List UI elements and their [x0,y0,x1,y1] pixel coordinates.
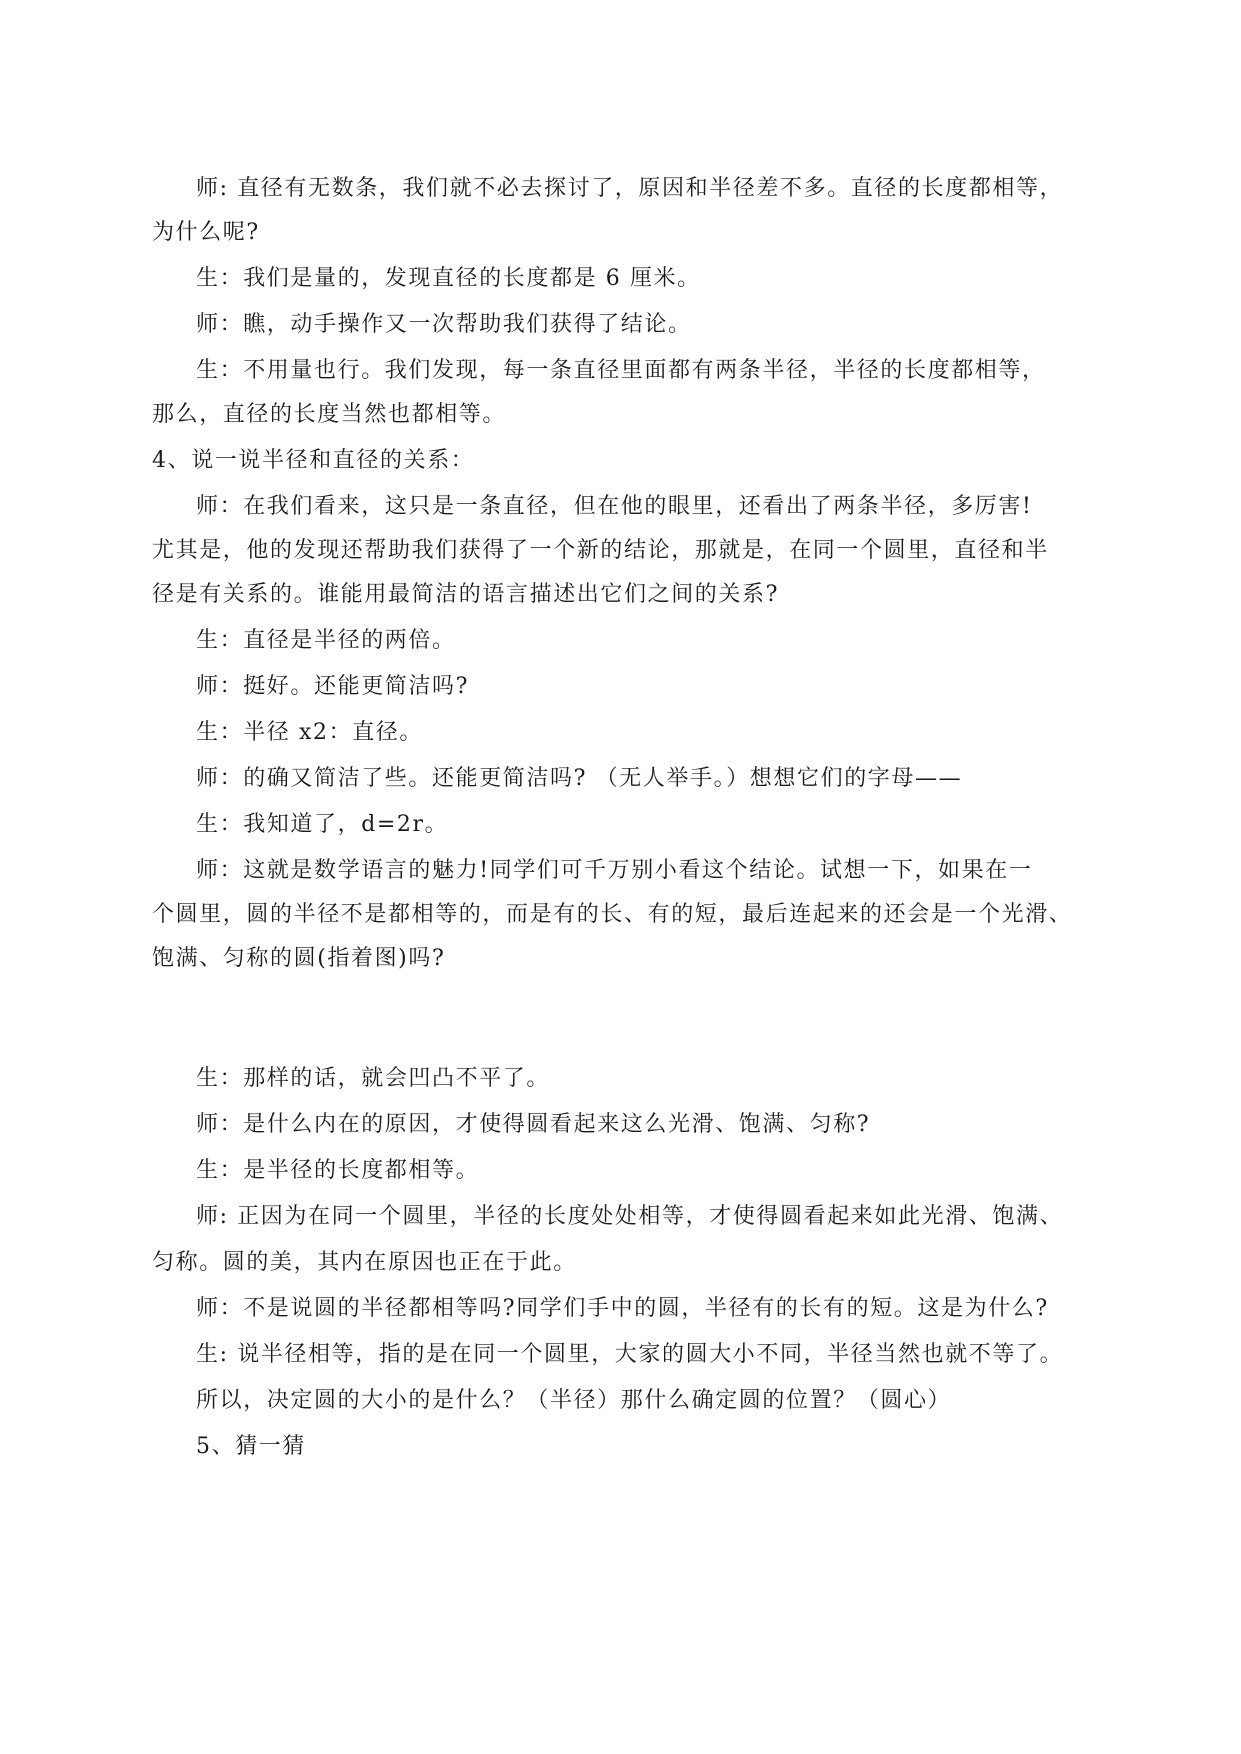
section-heading: 4、说一说半径和直径的关系： [152,448,475,473]
paragraph-line: 生: 说半径相等，指的是在同一个圆里，大家的圆大小不同，半径当然也就不等了。 [196,1342,1064,1367]
paragraph-line: 师：不是说圆的半径都相等吗?同学们手中的圆，半径有的长有的短。这是为什么? [196,1296,1049,1321]
paragraph-line: 匀称。圆的美，其内在原因也正在于此。 [152,1250,577,1275]
paragraph-line: 师: 直径有无数条，我们就不必去探讨了，原因和半径差不多。直径的长度都相等， [196,176,1064,201]
paragraph-line: 为什么呢? [152,220,260,245]
paragraph-line: 师: 正因为在同一个圆里，半径的长度处处相等，才使得圆看起来如此光滑、饱满、 [196,1204,1064,1229]
paragraph-line: 生：半径 x2：直径。 [196,720,423,745]
paragraph-line: 生：是半径的长度都相等。 [196,1158,480,1183]
paragraph-line: 个圆里，圆的半径不是都相等的，而是有的长、有的短，最后连起来的还会是一个光滑、 [152,902,1073,927]
section-heading: 5、猜一猜 [196,1434,306,1459]
paragraph-line: 生：不用量也行。我们发现，每一条直径里面都有两条半径，半径的长度都相等， [196,358,1046,383]
paragraph-line: 师：挺好。还能更简洁吗? [196,674,469,699]
paragraph-line: 所以，决定圆的大小的是什么？（半径）那什么确定圆的位置？（圆心） [196,1388,952,1413]
paragraph-line: 饱满、匀称的圆(指着图)吗? [152,946,446,971]
paragraph-line: 生：我知道了，d=2r。 [196,812,449,837]
paragraph-line: 生：直径是半径的两倍。 [196,628,456,653]
paragraph-line: 生：我们是量的，发现直径的长度都是 6 厘米。 [196,266,701,291]
paragraph-line: 师：瞧，动手操作又一次帮助我们获得了结论。 [196,312,692,337]
paragraph-line: 生：那样的话，就会凹凸不平了。 [196,1066,551,1091]
paragraph-line: 师：是什么内在的原因，才使得圆看起来这么光滑、饱满、匀称? [196,1112,871,1137]
paragraph-line: 师：在我们看来，这只是一条直径，但在他的眼里，还看出了两条半径，多厉害! [196,494,1033,519]
paragraph-line: 那么，直径的长度当然也都相等。 [152,402,507,427]
paragraph-line: 师：这就是数学语言的魅力!同学们可千万别小看这个结论。试想一下，如果在一 [196,858,1033,883]
paragraph-line: 尤其是，他的发现还帮助我们获得了一个新的结论，那就是，在同一个圆里，直径和半 [152,538,1049,563]
paragraph-line: 径是有关系的。谁能用最简洁的语言描述出它们之间的关系? [152,582,779,607]
paragraph-line: 师：的确又简洁了些。还能更简洁吗? （无人举手。）想想它们的字母—— [196,766,963,791]
